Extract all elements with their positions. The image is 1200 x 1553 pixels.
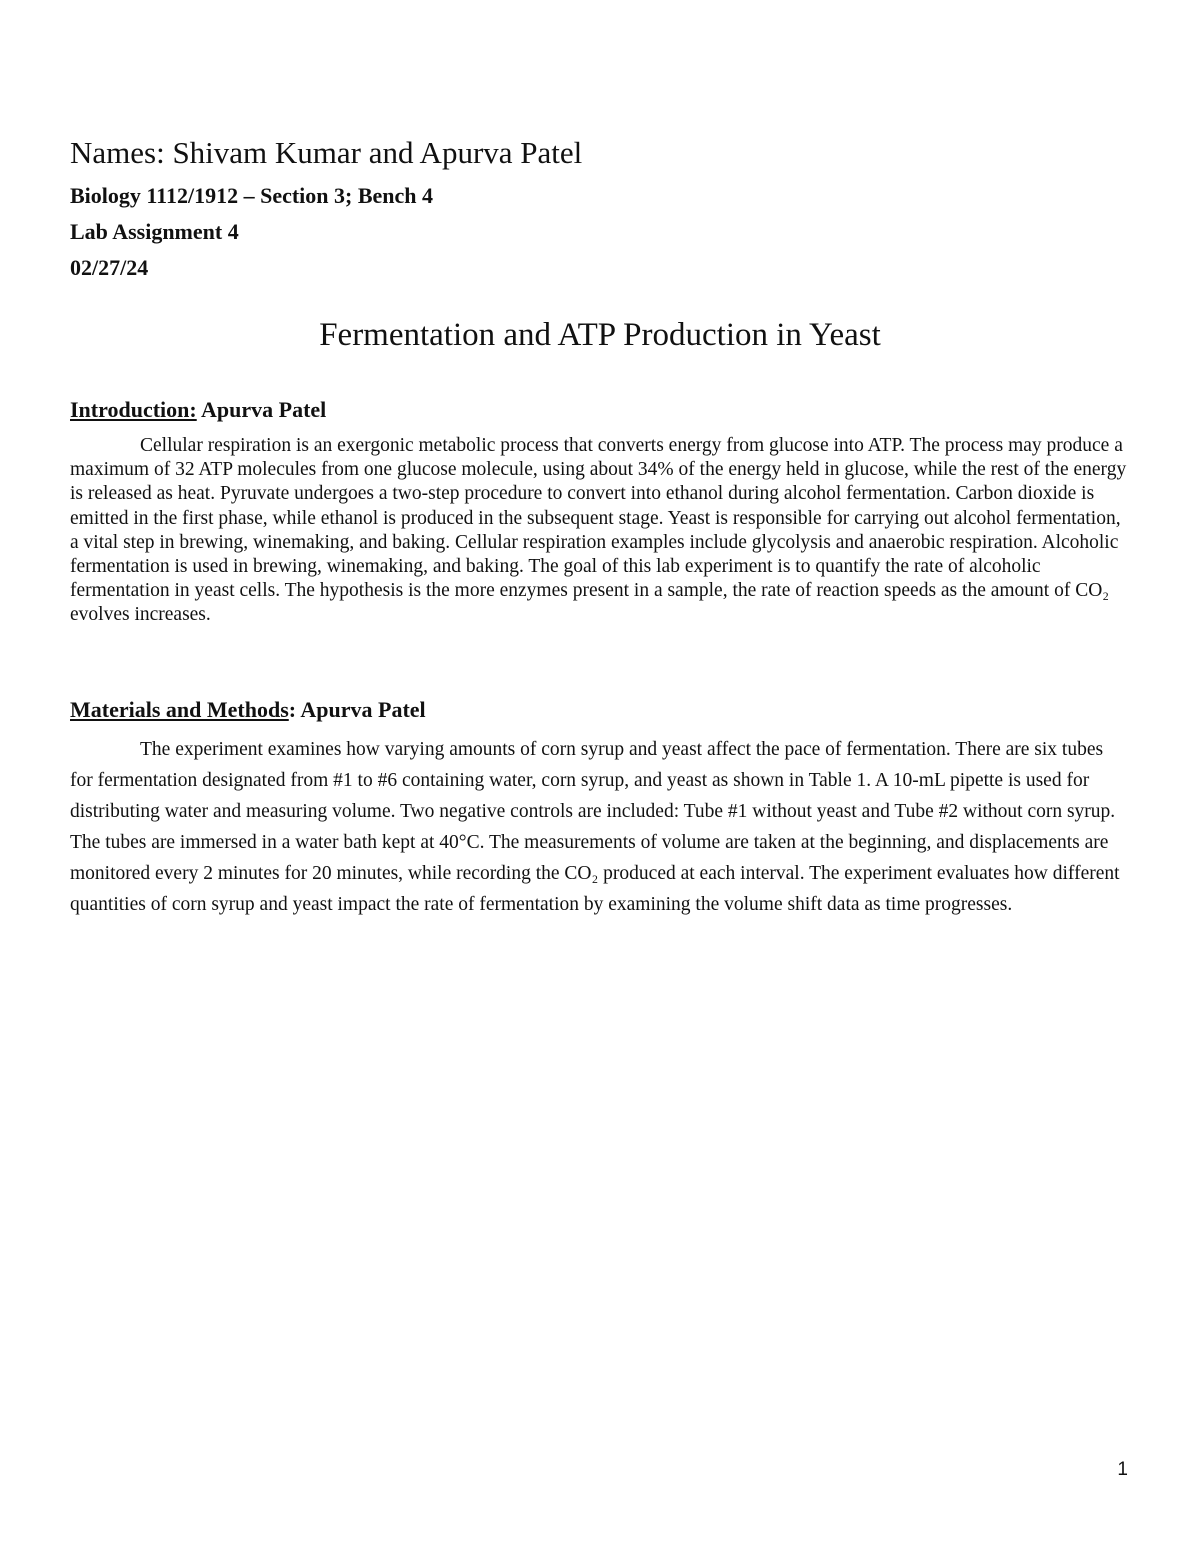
methods-section bbox=[70, 694, 1130, 920]
document-header bbox=[70, 130, 1130, 286]
methods-heading-colon: : bbox=[288, 697, 297, 722]
methods-heading-label: Materials and Methods bbox=[70, 697, 289, 722]
introduction-author: Apurva Patel bbox=[196, 397, 327, 422]
introduction-paragraph: Cellular respiration is an exergonic metabolic process that converts energy from glucose into ATP. The process may produce a maximum of 32 ATP molecules from one glucose molecule, using about 34% of the energy held in glucose, while the rest of the energy is released as heat. Pyruvate undergoes a two-step procedure to convert into ethanol during alcohol fermentation. Carbon dioxide is emitted in the first phase, while ethanol is produced in the subsequent stage. Yeast is responsible for carrying out alcohol fermentation, a vital step in brewing, winemaking, and baking. Cellular respiration examples include glycolysis and anaerobic respiration. Alcoholic fermentation is used in brewing, winemaking, and baking. The goal of this lab experiment is to quantify the rate of alcoholic fermentation in yeast cells. The hypothesis is the more enzymes present in a sample, the rate of reaction speeds as the amount of CO₂ evolves increases. bbox=[70, 435, 1127, 626]
document-title: Fermentation and ATP Production in Yeast bbox=[319, 317, 881, 353]
document-date: 02/27/24 bbox=[70, 255, 149, 280]
page-number: 1 bbox=[1117, 1459, 1128, 1480]
author-names: Names: Shivam Kumar and Apurva Patel bbox=[70, 135, 583, 170]
assignment-label: Lab Assignment 4 bbox=[70, 219, 239, 244]
methods-heading bbox=[70, 694, 1130, 726]
methods-author: Apurva Patel bbox=[296, 697, 426, 722]
introduction-heading-label: Introduction: bbox=[70, 397, 197, 422]
methods-paragraph: The experiment examines how varying amounts of corn syrup and yeast affect the pace of fermentation. There are six tubes for fermentation designated from #1 to #6 containing water, corn syrup, and yeast as shown in Table 1. A 10-mL pipette is used for distributing water and measuring volume. Two negative controls are included: Tube #1 without yeast and Tube #2 without corn syrup. The tubes are immersed in a water bath kept at 40°C. The measurements of volume are taken at the beginning, and displacements are monitored every 2 minutes for 20 minutes, while recording the CO₂ produced at each interval. The experiment evaluates how different quantities of corn syrup and yeast impact the rate of fermentation by examining the volume shift data as time progresses. bbox=[70, 739, 1120, 915]
introduction-section bbox=[70, 394, 1130, 628]
introduction-heading bbox=[70, 394, 1130, 426]
course-info: Biology 1112/1912 – Section 3; Bench 4 bbox=[70, 183, 434, 208]
